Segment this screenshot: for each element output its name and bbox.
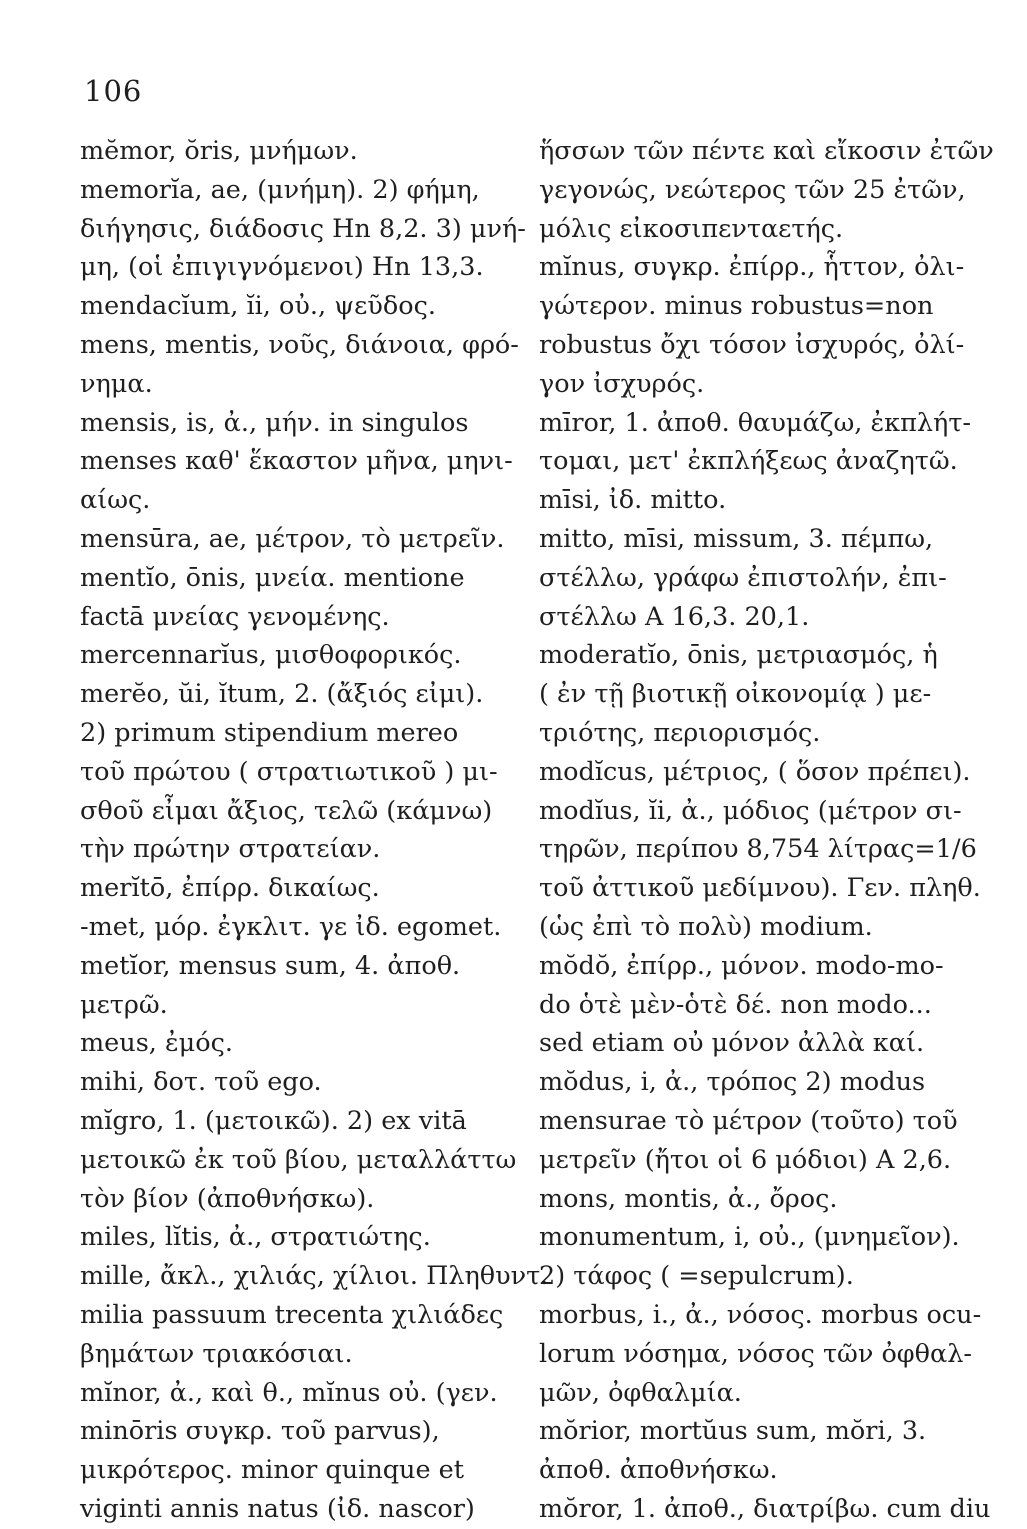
dictionary-line: στέλλω Α 16,3. 20,1. — [539, 601, 810, 632]
dictionary-line: μετοικῶ ἐκ τοῦ βίου, μεταλλάττω — [80, 1144, 517, 1175]
dictionary-line: mons, montis, ἀ., ὄρος. — [539, 1183, 838, 1214]
right-column — [539, 132, 994, 1529]
dictionary-line: ἥσσων τῶν πέντε καὶ εἴκοσιν ἐτῶν — [539, 136, 994, 166]
dictionary-line: τὴν πρώτην στρατείαν. — [80, 834, 381, 865]
dictionary-line: do ὁτὲ μὲν-ὁτὲ δέ. non modo... — [539, 989, 932, 1020]
dictionary-line: mensūra, ae, μέτρον, τὸ μετρεῖν. — [80, 523, 505, 554]
dictionary-line: μῶν, ὀφθαλμία. — [539, 1377, 742, 1408]
dictionary-line: νημα. — [80, 368, 153, 399]
dictionary-line: merĕo, ŭi, ĭtum, 2. (ἄξιός εἰμι). — [80, 679, 484, 710]
dictionary-line: σθοῦ εἶμαι ἄξιος, τελῶ (κάμνω) — [80, 795, 493, 826]
dictionary-line: -met, μόρ. ἐγκλιτ. γε ἰδ. egomet. — [80, 911, 502, 942]
dictionary-line: τομαι, μετ' ἐκπλήξεως ἀναζητῶ. — [539, 446, 958, 477]
dictionary-line: mŏror, 1. ἀποθ., διατρίβω. cum diu — [539, 1493, 991, 1524]
dictionary-line: τηρῶν, περίπου 8,754 λίτρας=1/6 — [539, 834, 977, 865]
dictionary-line: μόλις εἰκοσιπενταετής. — [539, 213, 844, 244]
dictionary-line: γεγονώς, νεώτερος τῶν 25 ἐτῶν, — [539, 174, 966, 205]
left-column — [80, 132, 549, 1529]
dictionary-line: moderatĭo, ōnis, μετριασμός, ἡ — [539, 640, 938, 671]
dictionary-line: ἀποθ. ἀποθνήσκω. — [539, 1455, 778, 1486]
dictionary-line: γώτερον. minus robustus=non — [539, 291, 934, 322]
dictionary-line: (ὡς ἐπὶ τὸ πολὺ) modium. — [539, 911, 873, 942]
dictionary-line: mensis, is, ἀ., μήν. in singulos — [80, 407, 469, 438]
dictionary-line: metĭor, mensus sum, 4. ἀποθ. — [80, 950, 461, 981]
dictionary-line: mille, ἄκλ., χιλιάς, χίλιοι. Πληθυντ. — [80, 1261, 549, 1292]
dictionary-line: lorum νόσημα, νόσος τῶν ὀφθαλ- — [539, 1338, 973, 1369]
dictionary-line: 2) primum stipendium mereo — [80, 717, 459, 748]
dictionary-line: minōris συγκρ. τοῦ parvus), — [80, 1416, 440, 1447]
dictionary-line: γον ἰσχυρός. — [539, 368, 705, 399]
dictionary-line: modĭcus, μέτριος, ( ὅσον πρέπει). — [539, 756, 971, 787]
dictionary-line: monumentum, i, οὐ., (μνημεῖον). — [539, 1222, 960, 1253]
dictionary-line: στέλλω, γράφω ἐπιστολήν, ἐπι- — [539, 562, 947, 593]
dictionary-line: τοῦ πρώτου ( στρατιωτικοῦ ) μι- — [80, 756, 498, 787]
dictionary-line: mihi, δοτ. τοῦ ego. — [80, 1067, 322, 1098]
dictionary-line: τὸν βίον (ἀποθνήσκω). — [80, 1183, 375, 1214]
dictionary-line: μετρεῖν (ἤτοι οἱ 6 μόδιοι) Α 2,6. — [539, 1144, 952, 1175]
dictionary-line: μικρότερος. minor quinque et — [80, 1455, 465, 1486]
dictionary-line: menses καθ' ἕκαστον μῆνα, μηνι- — [80, 446, 513, 477]
dictionary-line: μη, (οἱ ἐπιγιγνόμενοι) Ηn 13,3. — [80, 252, 484, 283]
dictionary-line: mitto, mīsi, missum, 3. πέμπω, — [539, 523, 934, 554]
dictionary-line: mercennarĭus, μισθοφορικός. — [80, 640, 462, 671]
dictionary-line: βημάτων τριακόσιαι. — [80, 1338, 353, 1369]
dictionary-line: mĭnor, ἀ., καὶ θ., mĭnus οὐ. (γεν. — [80, 1377, 498, 1408]
dictionary-line: ( ἐν τῇ βιοτικῇ οἰκονομίᾳ ) με- — [539, 679, 932, 710]
dictionary-line: milia passuum trecenta χιλιάδες — [80, 1299, 504, 1330]
dictionary-line: μετρῶ. — [80, 989, 168, 1020]
dictionary-line: robustus ὄχι τόσον ἰσχυρός, ὀλί- — [539, 329, 965, 360]
dictionary-line: 2) τάφος ( =sepulcrum). — [539, 1261, 854, 1292]
dictionary-line: memorĭa, ae, (μνήμη). 2) φήμη, — [80, 174, 480, 205]
dictionary-line: mens, mentis, νοῦς, διάνοια, φρό- — [80, 329, 519, 360]
dictionary-line: merĭtō, ἐπίρρ. δικαίως. — [80, 873, 380, 904]
dictionary-line: mŏdŏ, ἐπίρρ., μόνον. modo-mo- — [539, 950, 944, 981]
dictionary-line: mīror, 1. ἀποθ. θαυμάζω, ἐκπλήτ- — [539, 407, 972, 438]
dictionary-line: sed etiam οὐ μόνον ἀλλὰ καί. — [539, 1028, 925, 1059]
dictionary-line: διήγησις, διάδοσις Ηn 8,2. 3) μνή- — [80, 213, 526, 244]
dictionary-line: viginti annis natus (ἰδ. nascor) — [80, 1493, 475, 1524]
dictionary-line: mĭgro, 1. (μετοικῶ). 2) ex vitā — [80, 1105, 467, 1136]
dictionary-line: mĭnus, συγκρ. ἐπίρρ., ἧττον, ὀλι- — [539, 252, 965, 283]
dictionary-line: morbus, i., ἀ., νόσος. morbus ocu- — [539, 1299, 982, 1330]
dictionary-line: miles, lĭtis, ἀ., στρατιώτης. — [80, 1222, 431, 1253]
dictionary-line: αίως. — [80, 485, 151, 516]
dictionary-line: mŏdus, i, ἀ., τρόπος 2) modus — [539, 1067, 926, 1098]
dictionary-line: mentĭo, ōnis, μνεία. mentione — [80, 562, 465, 593]
dictionary-line: mĕmor, ŏris, μνήμων. — [80, 136, 358, 166]
dictionary-line: modĭus, ĭi, ἀ., μόδιος (μέτρον σι- — [539, 795, 962, 826]
page-number: 106 — [84, 74, 143, 108]
dictionary-line: τριότης, περιορισμός. — [539, 717, 821, 748]
dictionary-line: mensurae τὸ μέτρον (τοῦτο) τοῦ — [539, 1105, 958, 1136]
dictionary-line: mŏrior, mortŭus sum, mŏri, 3. — [539, 1416, 927, 1447]
dictionary-line: factā μνείας γενομένης. — [80, 601, 390, 632]
dictionary-line: meus, ἐμός. — [80, 1028, 233, 1059]
dictionary-line: mīsi, ἰδ. mitto. — [539, 485, 727, 516]
dictionary-line: mendacĭum, ĭi, οὐ., ψεῦδος. — [80, 291, 436, 322]
dictionary-line: τοῦ ἀττικοῦ μεδίμνου). Γεν. πληθ. — [539, 873, 981, 904]
